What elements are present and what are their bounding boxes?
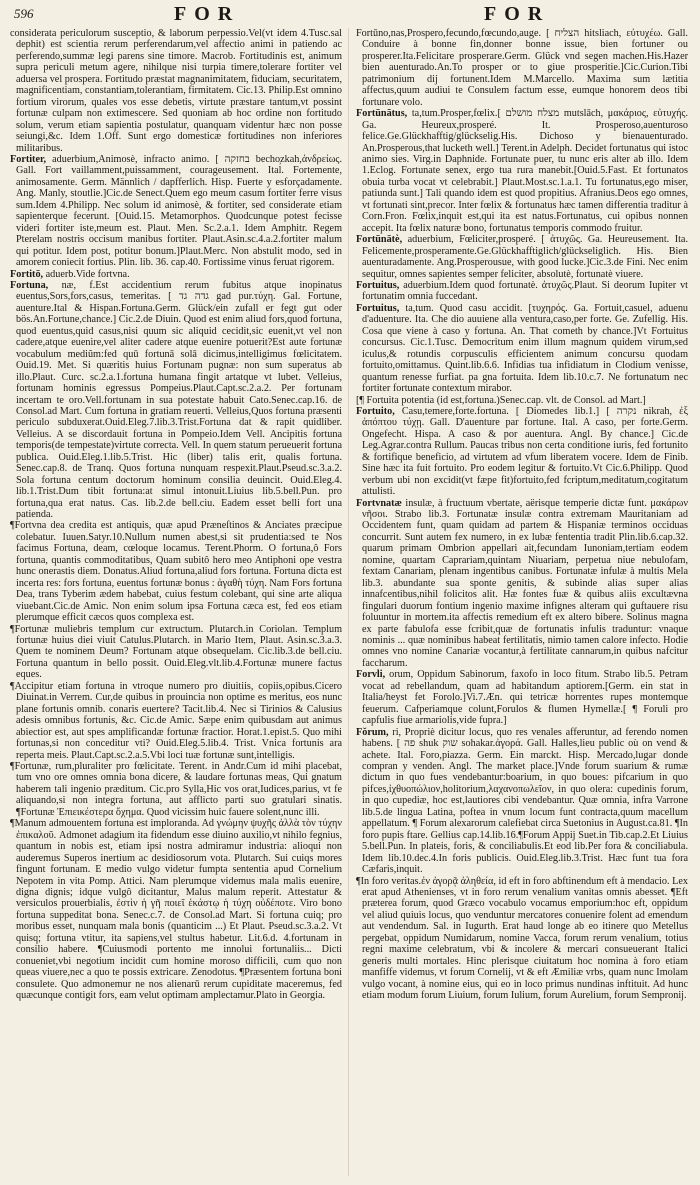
entry-text: næ, f.Est accidentium rerum fubitus atque inopinatus euentus,Sors,fors,casus, temeritas. [ גדה גד gad pur.τύχη. Gal. Fortune, auenture.Ital & Hispan.Fortuna.Germ. Glück/ein zufall er fegt gut oder bös.An.Fortune,chance.] Cic.2.de Diuin. Quod est enim aliud fors,quod fortuna, quod euentus,quid casus,nisi quum sic aliquid cecidit,sic euenit,vt vel non cadere,atque euenire,vel aliter cadere atque euenire potuerit?Est aute fortunæ vocabulum mediũm:fed quū fortunā solā dicimus,intelligimus fœlicitatem. Ouid.19. Met. Si quæritis huius Fortunam pugnæ: non sum superatus ab illo.Plaut. Curc. sc.2.a.1.fortuna humana fingit artatque vt lubet. Velleius, fortunam hominis egressus Pompeius.Plaut.Capt.sc.2.a.2. Per fortunam incertam te oro.Vell.fortunam in sua potestate habuit Cato.Senec.cap.16. de Consol.ad Mart. Cum fortuna in gratiam reuerti. Velleius,Quos fortuna præsenti periculo subduxerat.Ouid.Eleg.7.lib.3.Trist.Fortuna dat & rapit quidliber. Velleius. A se discordauit fortuna in Pompeio.Idem Vell. Ancipitis fortuna temporis(de tempestate)virtute correcta. Vell. In quem statum perueuerit fortuna publica. Ouid.Eleg.1.lib.5.Trist. Hic (liber) talis erit, qualis fortuna. Senec.cap.8. de Tranq. Quos fortuna nunquam respexit.Plaut.Pseud.sc.3.a.2. Sola fortuna centum doctorum hominum consilia deuincit. Ouid.Eleg.4. lib.1.Trist.Dum tibit fortuna:at simul intonuit.Liuius lib.5.bell.Pun. pro fortuna,qua erat natus. Cas. lib.2.de bell.ciu. Eadem esset belli fort una patienda. [16,279,342,521]
entry-text: ¶Fortunæ, rum,pluraliter pro fœlicitate. Terent. in Andr.Cum id mihi placebat, tum vno ore omnes omnia bona dicere, & laudare fortunas meas, Qui gnatum haberem tali ingenio præditum. Cic.pro Sylla,Hic vos orat,Iudices,parius, vt fe aliquando,si non integra fortuna, aut afflicto parti suo gratulari sinatis. ¶Fortunæ Ἐπιεικέστερα ὄχημα. Quod vicissim huic fauere solent,nunc illi. [10,761,342,818]
dictionary-entry [10,681,342,761]
entry-headword: Fŏrum, [356,726,393,738]
entry-headword: Fortuitus, [356,279,404,291]
entry-text: ri, Propriè dicitur locus, quo res venales afferuntur, ad ferendo nomen habens. [ פה shuk שוק sohakar.ἀγορά. Gall. Halles,lieu public où on vend & achete. Ital. Foro,piazza. Germ. Ein marckt. Hisp. Mercado,lugar donde compran y venden. Angl. The market place.]Vnde forum suarium & rumæ dictum in quo fues vendebantur:boarium, in quo boues: pifcarium in quo pifces,ἰχθυοπώλιον,holitorium,λαχανοπωλεῖον, in quo olera: cupedinis forum, in quo cupediæ, hoc est,lautiores cibi vendebantur. Quæ omnia, infra Varrone lib.5.de lingua Latina, poftea in vnum locum funt contracta,quum macellum appellatum. ¶ Forum alexarorum calefiebat circa Suetonius in August.ca.81. ¶In foro pupis ftare. Gellius cap.14.lib.16.¶Forum Appij Suet.in Tib.cap.2.Et Liuius 5.bell.Pun. In plateis, foris, & conciliabulis.Et eod lib.Per fora & conciliabula. Idem lib.10.dec.4.In foris publicis. Ouid.Eleg.lib.3.Trist. Hæc funt tua fora Cæfaris,inquit. [362,726,688,876]
dictionary-entry [356,406,688,498]
entry-text: ¶Fortunæ muliebris templum cur extructum. Plutarch.in Coriolan. Templum fortunæ huius diei viuit Catulus.Plutarch. in Mario Item, Plaut. Asin.sc.3.a.3. Quem te nominem Deum? Fortunam atque obsequelam. Cic.lib.3.de bell.ciu. Fortuna quantum in bello possit. Ouid.Eleg.vlt.lib.4.Fortunæ munere factus eques. [10,623,342,681]
entry-text: ta,tum.Prosper,fœlix.[ מצלח מושלם mutslāch, μακάριος, εὐτυχής. Ga. Heureux,prosperé. It. Prosperoso,auenturoso felice.Ge.Glückhafftig/glückselig.His. Dichoso y bienauenturado. An.Prosperous,that lucketh well.] Terent.in Adelph. Decidet fortunatus qui istoc animo sies. Virg.in Daphnide. Fortunate puer, tu nunc eris alter ab illo. Idem 1.Eclog. Fortunate senex, ergo tua rura manebit.[Ouid.5.Fast. Et fortunatos obuia turba vocat vt celebrabit.] Plaut.Most.sc.1.a.1. Tu fortunatus,ego miser, patiunda sunt.] Tali quando idem est quod propitius. Afranius.Deos ego omnes, vt fortunati sint,precor. Inter fœlix & fortunatus hæc tamen differentia traditur à Corn.Fron. Fœlix,inquit est,qui ita est natus.Fortunatus, cui opibus nonnen accepit. Ita fœlix naturæ bono, fortunatus temporis commodo fruitur. [362,108,688,234]
entry-text: aduerb.Vide fortvna. [45,268,130,280]
entry-text: ¶Fortvna dea credita est antiquis, quæ apud Præneſtinos & Anciates præcipue colebatur. Iuuen.Satyr.10.Nullum numen abest,si sit prudentia:sed te Nos facimus Fortuna, deam, cœloque locamus. Terent.Phorm. O fortuna,ô Fors fortuna, quantis commoditatibus, Quam subitô hero meo Antiphoni ope vestra hunc onerastis diem. Donatus.Aliud fortuna,aliud fors fortuna. Fortuna dicta est incerta res: fors fortuna, euentus fortunæ bonus : ἀγαθὴ τύχη. Nam Fors fortuna Dea, trans Tyberim ædem habebat, cuius festum colebant, qui sine arte aliqua viuebant.Cic.de Amic. Non enim solum ipsa Fortuna cæca est, fed eos etiam plerumque efficit cæcos quos complexa est. [10,520,342,624]
dictionary-entry [10,28,342,154]
dictionary-entry [10,624,342,681]
dictionary-entry [356,498,688,670]
entry-text: aduerbium, Fœliciter,prosperé. [ ἀτυχῶς. Ga. Heureusement. Ita. Felicemente,prosperamente.Ge.Glückhafftiglich/glückseliglich. His. Bien auenturadamente. Ang.Prosperousue, with good lucke.]Cic.3.de Fini. Nec enim sequitur, omnes sapientes semper feliciter, absolutè, fortunatè viuere. [362,234,688,280]
entry-headword: Forvli, [356,669,390,681]
entry-text: orum, Oppidum Sabinorum, faxofo in loco fitum. Strabo lib.5. Petram vocat ad rebellandum, quam ad habitandum aptiorem.[Germ. ein stat in Italia/heyst fet Forolo.]Vi.7.Æn. qui tetricæ horrentes rupes montemque feuerum. Cafperiamque colunt,Forulos & flumen Hymellæ.[ ¶ Foruli pro capfulis fiue armariolis,vide fupra.] [362,669,688,727]
dictionary-entry [10,280,342,521]
dictionary-entry [356,303,688,395]
entry-text: Casu,temere,forte.fortuna. [ Diomedes lib.1.] [ נקרה nikrah, ἐξ ἀπόπτου τύχῃ. Gall. D'auenture par fortune. Ital. A caso, per forte.Germ. Ongefecht. Hispa. A caso & por auentura. Angl. By chance.] Cic.de Leg.Agrar.contra Rullum. Paucas tribus non certa conditione iuris, fed fortunito & fortifique beneficio, ad virtutem ad vfum liberatem vocere. Idem de Finib. Sine hæc ita fuit fortuito. Pro eodem legitur & fortuito.Vt Cic.6.Philipp. Quod verbum ubi non excidit(vt fæpe fit)fortuito,fed fcriptum,meditatum,cogitatum attulisti. [362,405,688,498]
dictionary-entry [356,280,688,303]
dictionary-entry [356,234,688,280]
dictionary-entry [10,761,342,818]
entry-text: Fortūno,nas,Prospero,fecundo,fœcundo,auge. [ הצליח hitsliach, εὐτυχέω. Gall. Conduire à bonne fin,donner bonne issue, bien fortuner ou prosperer.Ita.Felicitare prosperare.Germ. Glück vnd segen machen.His.Hazer bien auenturado.An.To prosper or to giue prosperitie.]Cic.Curion.Tibi patrimonium dij fortunent.Idem M.Marcello. Maxima sum lætitia affectus,quum audiui te Consulem factum esse, eumque honorem deos tibi fortunare volo. [356,28,688,108]
dictionary-entry [10,154,342,269]
entry-text: ¶Manum admouentem fortuna est imploranda. Ad γνώμην ψυχῆς ἀλλὰ τὸν τύχην ἐπικαλοῦ. Admonet adagium ita fidendum esse diuino auxilio,vt nihilo fegnius, quantum in nobis est, etiam ipsi nostra admiramur industria: alioqui non auderemus Superos inertium ac desidiosorum vota. Plutarch. Sui cuiqs mores fingunt fortunam. E medio vulgo videtur fumpta sententia apud Cornelium Nepotem in vita Pomp. Attici. Nam plerumque videmus mala malis euenire, digna dignis; idque vulgô dicitantur, Malus malum reperit. Attestatur & versiculos prouerbialis, ἐστὶν ἡ γῆ ποιεῖ ἑκάστῳ ἡ τύχη οὐδέποτε. Viro bono fortuna suppeditat bona. Senec.c.7. de Consol.ad Mart. Si fortuna cuiq; pro moribus esset, nunquam mala bonis (quanticim ...) Et Plaut. Pseud.sc.3.a.2. Vt quisq; fortuna vtitur, ita sapiens,vel stultus habetur. Lit.6.d. 4.fortunam in consilio habere. ¶Cuiusmodi portento me innolui fortunaliis... Dicti conueniet,vbi negotium incidit cum homine moroso difficili, cum quo non queas viuere,nec a quo te possis extricare. Zenodotus. ¶Præsentem fortuna boni consulete. Quo admonemur ne nos alienarū rerum cupiditate maceremus, fed quæcunque contigit fors, eam velut optimam amplectamur.Plato in Georgia. [10,818,342,1002]
running-head-right: FOR [484,3,551,25]
right-column [356,28,688,1176]
page-header [14,3,686,26]
entry-headword: Fortūnātus, [356,108,412,120]
entry-text: ¶Accipitur etiam fortuna in vtroque numero pro diuitiis, copiis,opibus.Cicero Diuinat.in Verrem. Cur,de quibus in prouincia non optime es meritus, eos nunc plane fortunis omnib. conaris euertere? Tacit.lib.4. Nec si Tirinios & Calusius adesis omnibus fortunis, &c. Cic.de Amic. Sæpe enim quibusdam aut animus abiectior est, aut spes amplificandæ fortunæ fractior. Horat.1.epist.5. Quo mihi fortunas,si non conceditur vti? Ouid.Eleg.5.lib.4. Trist. Vnica fortunis ara reperta meis. Plaut.Capt.sc.2.a.5.Vbi loci tuæ fortunæ sunt,intelligis. [10,680,342,761]
entry-text: ¶In foro veritas.ἐν ἀγορᾷ ἀληθεία, id eft in foro abftinendum eft à mendacio. Lex erat apud Athenienses, vt in foro rerum venalium vanitas omnis abesset. ¶Eft præterea forum, quod Græco vocabulo vocamus emporium:hoc eft, oppidum vel aliud quiuis locus, quo venduntur mercatores conuenire folent ad emendum aut vendendum. Sal. in Iugurth. Erat haud longe ab eo itinere quo Metellus pergebat, oppidum Numidarum, nomine Vacca, forum rerum venalium, totius regni maxime celebratum, vbi & incolere & mercari consueuerant Italici generis multi mortales. Hinc plerisque ciuitatum hoc nomina à foro etiam manfiffe videmus, vt forum Cornelij, vt & eft Æmiliæ vrbs, quam nunc Imolam vulgo vocant, à nomine eius, qui eo in loco primus nundinas inftituit. Ad hunc etiam modum forum Liuium, forum Iulium, forum Aurelium, forum Sempronij. [356,875,688,1002]
entry-text: ta,tum. Quod casu accidit. [τυχηρός. Ga. Fortuit,casuel, aduenu d'aduenture. Ita. Che dio auuiene alla ventura,caso,per forte. Ge. Zufellig. His. Cosa que viene à caso y fortuna. An. That cometh by chance.]Vt Fortuitus concursus. Cic.1.Tusc. Democritum enim illum magnum quidem virum,sed iculus,& rotundis corpusculis efficientem animum concursu quodam fortuito,omittamus. Quint.lib.6.6. Infidias tua infidiatum in Clodium venisse, quantum renesse furfiat. pa gna fortuita. Idem lib.10.c.7. Ne fortunatum nec fortiter fortunate contextum mirabor. [362,302,688,395]
dictionary-entry [10,520,342,623]
dictionary-entry [356,108,688,234]
entry-headword: Fortuitus, [356,302,406,314]
entry-text: insulæ, à fructuum vbertate, aërisque temperie dictæ funt. μακάρων νῆσοι. Strabo lib.3. Fortunatæ insulæ contra extremam Mauritaniam ad Occidentem funt, quam quidam ad partem & Hispaniæ terminos occiduas concurrit. Sunt autem fex numero, in ex lubæ fententia tradit Plin.lib.6.cap.32. quarum primam Ombrion appellari ait,fecundam Iunoniam,tertiam eodem nomine, quartam Caprariam,quintam Niuariam, perpetua niue nebulofam, fextam Canariam, plenam ingentibus canibus. Fortunatæ infulæ à multis Mela lib.3. abundante sua sponte genitis, & subinde alias super alias innafcentibus,nihil folicitos alit. Hæ fontes fuæ & quibus aliis excultævna fingulari duorum fontium ingenio maxime infignes alteram qui guftauere risu foluuntur in mortem.ita affectis remedium eft ex altero bibere. Solinus magna ex parte fabulofa esse fcribit,quæ de fortunatis infulis traduntur: vnaque nominis ... quæ nominibus habeat fertilitatis, nimio tamen calore infecto. Hodie omnes vno nomine Canariæ vocantur,à fertilitate cannarum,in quibus nafcitur faccharum. [362,497,688,669]
page-number: 596 [14,6,34,21]
entry-headword: Fortūnātè, [356,234,408,246]
entry-headword: Fortiter, [10,153,53,165]
entry-text: aduerbium,Animosè, infracto animo. [ בחזקה becho̦zkah,ἀνδρείως. Gall. Fort vaillamment,puissamment, courageusement. Ital. Fortemente, animosamente. Germ. Männlich / dapfferlich. Hisp. Fuerte y esforçadamente. Ang. Manly, stoutlie.]Cic.de Senect.Quem ego meum casum fortiter ferre visus sum.Idem 4.Philipp. Nec solum id animosè, & fortiter, sed considerate etiam sapienterque fecerunt. [Ouid.15. Metamorphos. Quodcunque potest fecisse videri fortiter iste,meum est. Plaut. Men. Sc.2.a.1. Idem Amphitr. Regem Pterelam nostris occisum manibus fortiter. Plaut.Asin.sc.4.a.2.fortiter malum qui potitur. Idem post, potitur bonum.]Plaut.Merc. Non abstulit modo, sed in amorem coniecit fortius. Plin. lib. 36. cap.40. Fortissime vinus feruat rigorem. [16,153,342,269]
dictionary-entry [356,28,688,108]
entry-text: considerata periculorum susceptio, & laborum perpessio.Vel(vt idem 4.Tusc.sal dephit) est scientia rerum perferendarum,vel affectio animi in patiendo ac perferendo,summæ legi parens sine timore. Macrob. Fortitudinis est, animum supra periculi metum agere, nihilque nisi turpia timere,tolerare fortiter vel aduersa vel prospera. Fortitudo præstat magnanimitatem, fiduciam, securitatem, magnificentiam, constantiam,tolerantiam, firmitatem. Cic.13. Philip.Est omnino fortium virorum, quales vos esse debetis, virtute præstare tantum,vt possint fortunæ culpam non extimescere. Sed quoniam ab hoc ordine non fortitudo solum, verum etiam sapientia postulatur, quanquam videntur hæc non posse seiungi,&c. Idem 1.Off. Sunt ergo domesticæ fortitudines non inferiores militaribus. [10,28,342,154]
entry-headword: Fortitō, [10,268,46,280]
entry-text: [¶ Fortuita potentia (id est,fortuna.)Senec.cap. vlt. de Consol. ad Mart.] [356,394,646,406]
entry-headword: Fortuna, [10,279,62,291]
dictionary-entry [10,269,342,280]
dictionary-entry [356,669,688,726]
entry-headword: Fortvnatæ [356,497,406,509]
dictionary-entry [10,818,342,1001]
entry-text: aduerbium.Idem quod fortunatè. ἀτυχῶς.Plaut. Si deorum Iupiter vt fortunatim omnia fuccedant. [362,279,688,303]
dictionary-entry [356,395,688,406]
left-column [10,28,342,1176]
running-head-left: FOR [174,3,241,25]
entry-headword: Fortuito, [356,405,402,417]
column-divider [348,28,349,1176]
dictionary-entry [356,727,688,876]
dictionary-entry [356,876,688,1002]
